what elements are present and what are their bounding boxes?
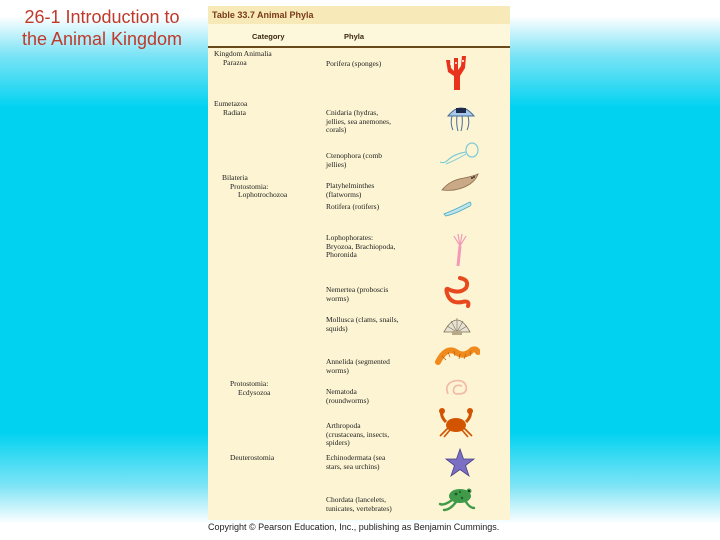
phylum-rotifera [326,203,379,212]
phylum-line: stars, sea urchins) [326,461,380,471]
frog-icon [438,484,478,512]
category-line: Eumetazoa [214,99,248,108]
phylum-cnidaria [326,109,391,135]
phylum-porifera [326,60,381,69]
phylum-line: spiders) [326,438,350,447]
slide-title-line-1: 26-1 Introduction to [24,7,180,27]
flatworm-icon [440,172,480,194]
table-header [208,24,510,48]
category-parazoa [214,50,272,67]
phylum-line: Bryozoa, Brachiopoda, [326,241,396,251]
phylum-line: Echinodermata (sea [326,453,386,462]
sponge-icon [442,54,472,90]
phylum-line: Nematoda [326,387,357,396]
phylum-line: Ctenophora (comb [326,151,383,160]
phylum-line: Rotifera (rotifers) [326,202,380,211]
category-lophotrochozoa [222,174,287,200]
category-line: Parazoa [223,57,247,67]
table-title: Table 33.7 Animal Phyla [208,6,510,24]
phylum-line: squids) [326,323,348,333]
lophophorate-icon [450,232,470,266]
animal-phyla-table [208,6,510,520]
slide-title [4,6,200,50]
category-line: Lophotrochozoa [238,190,288,199]
phylum-lophophorates [326,234,395,260]
phylum-arthropoda [326,422,389,448]
comb-jelly-icon [436,142,480,166]
category-line: Protostomia: [230,379,269,388]
phylum-nematoda [326,388,369,405]
phylum-line: Phoronida [326,250,357,259]
phylum-chordata [326,496,392,513]
phylum-line: (crustaceans, insects, [326,429,390,439]
phylum-line: worms) [326,365,349,375]
crab-icon [436,408,476,438]
rotifer-icon [442,198,474,218]
phylum-ctenophora [326,152,382,169]
phylum-line: Mollusca (clams, snails, [326,315,399,324]
phylum-line: Chordata (lancelets, [326,495,386,504]
copyright-notice: Copyright © Pearson Education, Inc., publishing as Benjamin Cummings. [208,522,500,532]
phylum-line: Lophophorates: [326,233,374,242]
jellyfish-icon [444,104,478,132]
phylum-line: Annelida (segmented [326,357,390,366]
category-line: Ecdysozoa [238,387,271,397]
phylum-line: Cnidaria (hydras, [326,108,379,117]
phylum-line: Nemertea (proboscis [326,285,389,294]
clam-icon [442,314,472,338]
phylum-line: jellies, sea anemones, [326,116,391,126]
phylum-line: (roundworms) [326,395,369,405]
phyla-column-header: Phyla [344,32,365,41]
phylum-echinodermata [326,454,385,471]
phylum-platyhelminthes [326,182,374,199]
phylum-annelida [326,358,390,375]
phylum-line: (flatworms) [326,189,362,199]
phylum-line: jellies) [326,159,347,169]
category-deuterostomia [230,454,274,463]
table-body [208,48,510,520]
category-radiata [214,100,247,117]
phylum-line: tunicates, vertebrates) [326,503,392,513]
category-line: Bilateria [222,173,248,182]
category-line: Kingdom Animalia [214,49,272,58]
segmented-worm-icon [434,344,480,366]
phylum-line: worms) [326,293,349,303]
phylum-line: Arthropoda [326,421,361,430]
category-line: Protostomia: [230,181,269,191]
roundworm-icon [442,376,472,400]
phylum-line: Porifera (sponges) [326,59,382,68]
proboscis-worm-icon [440,274,474,308]
category-ecdysozoa [230,380,271,397]
category-line: Deuterostomia [230,453,275,462]
category-column-header: Category [252,32,285,41]
category-line: Radiata [223,107,246,117]
phylum-mollusca [326,316,399,333]
phylum-nemertea [326,286,388,303]
sea-star-icon [444,448,476,478]
phylum-line: corals) [326,125,347,134]
phylum-line: Platyhelminthes [326,181,375,190]
slide-title-line-2: the Animal Kingdom [21,29,183,49]
